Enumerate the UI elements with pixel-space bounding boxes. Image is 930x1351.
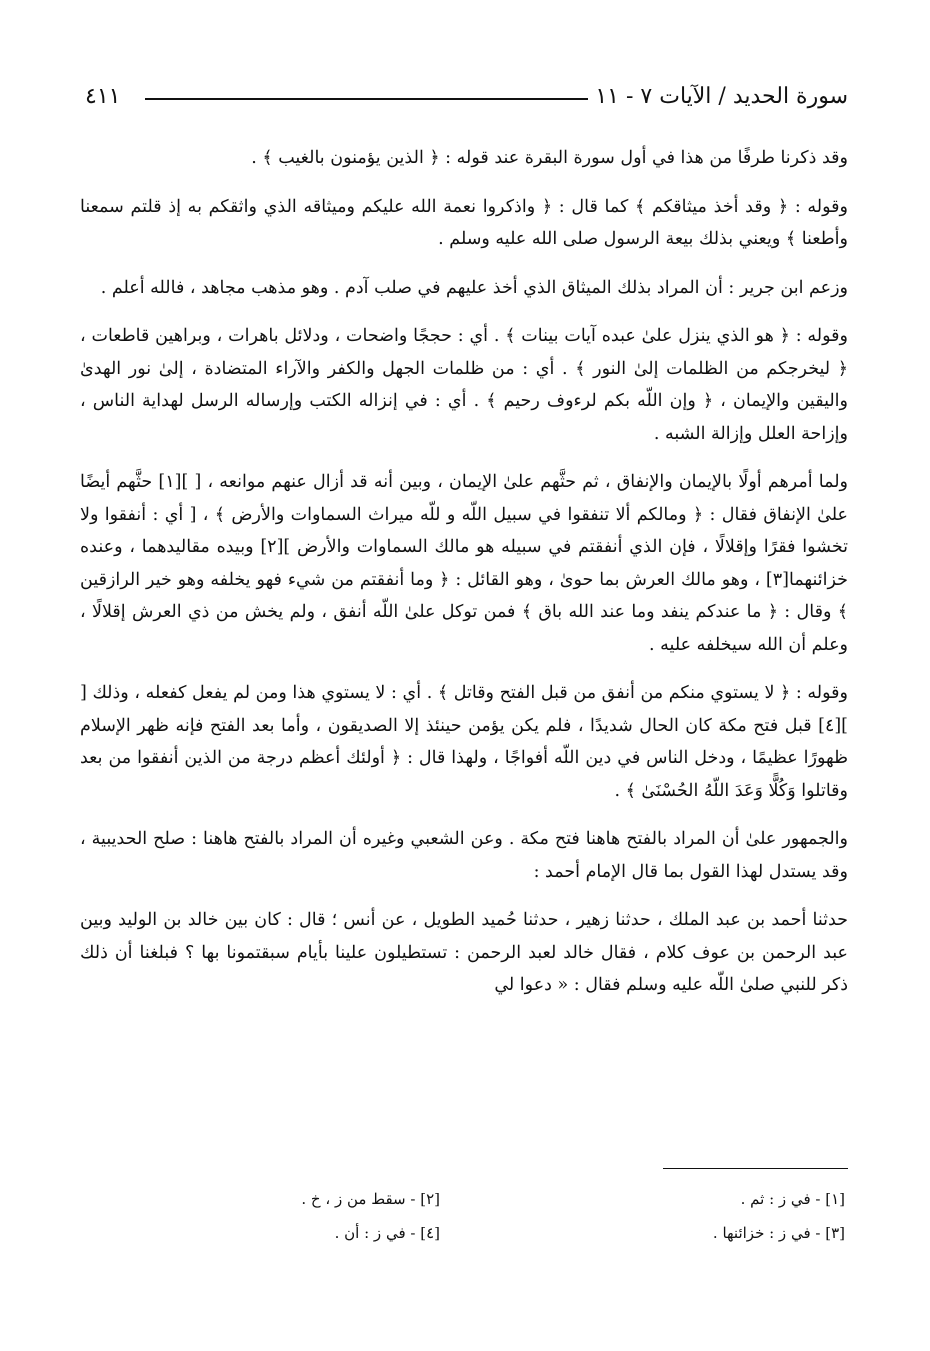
paragraph: ولما أمرهم أولًا بالإيمان والإنفاق ، ثم حثَّهم علىٰ الإيمان ، وبين أنه قد أزال عنهم موانعه ، [ ][١] حثَّهم أيضًا علىٰ الإنفاق فقال : ﴿ ومالكم ألا تنفقوا في سبيل اللّه و للّه ميراث السماوات والأرض ﴾ ، [ أي : أنفقوا ولا تخشوا فقرًا وإقلالًا ، فإن الذي أنفقتم في سبيله هو مالك السماوات والأرض ][٢] وبيده مقاليدهما ، وعنده خزائنهما[٣] ، وهو مالك العرش بما حوىٰ ، وهو القائل : ﴿ وما أنفقتم من شيء فهو يخلفه وهو خير الرازقين ﴾ وقال : ﴿ ما عندكم ينفد وما عند الله باق ﴾ فمن توكل علىٰ اللّه أنفق ، ولم يخش من ذي العرش إقلالًا ، وعلم أن الله سيخلفه عليه . (80, 472, 848, 655)
footnote: [٤] - في ز : أن . (334, 1224, 440, 1242)
paragraph: والجمهور علىٰ أن المراد بالفتح هاهنا فتح مكة . وعن الشعبي وغيره أن المراد بالفتح هاهنا : صلح الحديبية ، وقد يستدل لهذا القول بما قال الإمام أحمد : (80, 829, 848, 882)
footnote: [٢] - سقط من ز ، خ . (301, 1190, 440, 1208)
paragraph: وزعم ابن جرير : أن المراد بذلك الميثاق الذي أخذ عليهم في صلب آدم . وهو مذهب مجاهد ، فالله أعلم . (100, 277, 848, 298)
paragraph: وقوله : ﴿ لا يستوي منكم من أنفق من قبل الفتح وقاتل ﴾ . أي : لا يستوي هذا ومن لم يفعل كفعله ، وذلك [ ][٤] قبل فتح مكة كان الحال شديدًا ، فلم يكن يؤمن حينئذ إلا الصديقون ، وأما بعد الفتح فإنه ظهر الإسلام ظهورًا عظيمًا ، ودخل الناس في دين اللّه أفواجًا ، ولهذا قال : ﴿ أولئك أعظم درجة من الذين أنفقوا من بعد وقاتلوا وَكُلًّا وَعَدَ اللّهُ الحُسْنَىٰ ﴾ . (80, 683, 848, 801)
paragraph: وقوله : ﴿ هو الذي ينزل علىٰ عبده آيات بينات ﴾ . أي : حججًا واضحات ، ودلائل باهرات ، وبراهين قاطعات ، ﴿ ليخرجكم من الظلمات إلىٰ النور ﴾ . أي : من ظلمات الجهل والكفر والآراء المتضادة ، إلىٰ نور الهدىٰ واليقين والإيمان ، ﴿ وإن اللّه بكم لرءوف رحيم ﴾ . أي : في إنزاله الكتب وإرساله الرسل لهداية الناس ، وإزاحة العلل وإزالة الشبه . (80, 326, 848, 444)
page-number: ٤١١ (85, 84, 121, 109)
header-rule (145, 98, 588, 100)
paragraph: حدثنا أحمد بن عبد الملك ، حدثنا زهير ، حدثنا حُميد الطويل ، عن أنس ؛ قال : كان بين خالد بن الوليد وبين عبد الرحمن بن عوف كلام ، فقال خالد لعبد الرحمن : تستطيلون علينا بأيام سبقتمونا بها ؟ فبلغنا أن ذلك ذكر للنبي صلىٰ اللّه عليه وسلم فقال : « دعوا لي (80, 910, 848, 995)
footnote: [٣] - في ز : خزائنها . (712, 1224, 845, 1242)
paragraph: وقوله : ﴿ وقد أخذ ميثاقكم ﴾ كما قال : ﴿ واذكروا نعمة الله عليكم وميثاقه الذي واثقكم به إذ قلتم سمعنا وأطعنا ﴾ ويعني بذلك بيعة الرسول صلى الله عليه وسلم . (80, 196, 848, 249)
paragraph: وقد ذكرنا طرفًا من هذا في أول سورة البقرة عند قوله : ﴿ الذين يؤمنون بالغيب ﴾ . (251, 148, 848, 168)
page-body (80, 142, 848, 1018)
running-title: سورة الحديد / الآيات ٧ - ١١ (595, 84, 848, 109)
footnote-separator (663, 1168, 848, 1169)
footnote: [١] - في ز : ثم . (740, 1190, 845, 1208)
page-header (85, 84, 848, 118)
